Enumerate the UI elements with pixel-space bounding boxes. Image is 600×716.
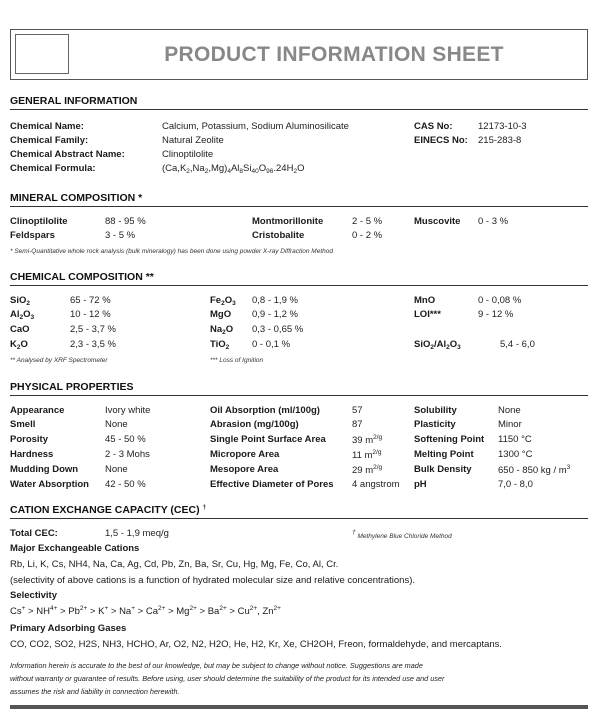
feldspars-value: 3 - 5 %: [105, 230, 136, 241]
divider: [10, 109, 588, 110]
cas-value: 12173-10-3: [478, 121, 527, 132]
abrasion-label: Abrasion (mg/100g): [210, 419, 299, 430]
selectivity-label: Selectivity: [10, 590, 57, 601]
softening-point-label: Softening Point: [414, 434, 485, 445]
chemical-abstract-value: Clinoptilolite: [162, 149, 214, 160]
si-al-ratio-label: $SiO_2/Al_2O_3$: [414, 339, 461, 351]
total-cec-value: 1,5 - 1,9 meq/g: [105, 528, 169, 539]
tio2-label: TiO$_2$: [210, 339, 230, 351]
ph-value: 7,0 - 8,0: [498, 479, 533, 490]
chemical-name-value: Calcium, Potassium, Sodium Aluminosilicate: [162, 121, 349, 132]
water-absorption-label: Water Absorption: [10, 479, 89, 490]
k2o-value: 2,3 - 3,5 %: [70, 339, 116, 350]
major-cations-label: Major Exchangeable Cations: [10, 543, 140, 554]
chemical-formula-label: Chemical Formula:: [10, 163, 96, 174]
mineral-section-title: MINERAL COMPOSITION *: [10, 192, 143, 204]
al2o3-value: 10 - 12 %: [70, 309, 111, 320]
al2o3-label: $Al_2O_3$: [10, 309, 35, 321]
chemical-name-label: Chemical Name:: [10, 121, 84, 132]
clinoptilolite-value: 88 - 95 %: [105, 216, 146, 227]
logo-placeholder: [15, 34, 69, 74]
solubility-value: None: [498, 405, 521, 416]
ph-label: pH: [414, 479, 427, 490]
pore-diameter-label: Effective Diameter of Pores: [210, 479, 334, 490]
mno-value: 0 - 0,08 %: [478, 295, 522, 306]
porosity-value: 45 - 50 %: [105, 434, 146, 445]
clinoptilolite-label: Clinoptilolite: [10, 216, 68, 227]
chemical-family-label: Chemical Family:: [10, 135, 89, 146]
porosity-label: Porosity: [10, 434, 49, 445]
footer-bar: [10, 705, 588, 709]
softening-point-value: 1150 °C: [498, 434, 532, 445]
smell-value: None: [105, 419, 128, 430]
hardness-value: 2 - 3 Mohs: [105, 449, 150, 460]
mesopore-value: 29 $m^{2/g}$: [352, 464, 383, 476]
solubility-label: Solubility: [414, 405, 457, 416]
disclaimer: [10, 659, 590, 698]
mesopore-label: Mesopore Area: [210, 464, 279, 475]
melting-point-value: 1300 °C: [498, 449, 533, 460]
plasticity-label: Plasticity: [414, 419, 456, 430]
muscovite-value: 0 - 3 %: [478, 216, 509, 227]
mgo-label: MgO: [210, 309, 232, 320]
total-cec-label: Total CEC:: [10, 528, 58, 539]
feldspars-label: Feldspars: [10, 230, 55, 241]
cao-label: CaO: [10, 324, 30, 335]
general-section-title: GENERAL INFORMATION: [10, 95, 138, 107]
divider: [10, 285, 588, 286]
micropore-value: 11 $m^{2/g}$: [352, 449, 382, 461]
hardness-label: Hardness: [10, 449, 54, 460]
xrf-footnote: ** Analysed by XRF Spectrometer: [10, 357, 108, 364]
montmorillonite-value: 2 - 5 %: [352, 216, 383, 227]
mno-label: MnO: [414, 295, 436, 306]
muscovite-label: Muscovite: [414, 216, 461, 227]
appearance-label: Appearance: [10, 405, 65, 416]
mudding-label: Mudding Down: [10, 464, 79, 475]
na2o-label: $Na_2O$: [210, 324, 234, 336]
mgo-value: 0,9 - 1,2 %: [252, 309, 298, 320]
cao-value: 2,5 - 3,7 %: [70, 324, 116, 335]
montmorillonite-label: Montmorillonite: [252, 216, 324, 227]
physical-section-title: PHYSICAL PROPERTIES: [10, 381, 134, 393]
method-footnote: † Methylene Blue Chloride Method: [352, 529, 452, 540]
oil-absorption-label: Oil Absorption (ml/100g): [210, 405, 320, 416]
plasticity-value: Minor: [498, 419, 522, 430]
smell-label: Smell: [10, 419, 36, 430]
header-box: [10, 29, 588, 80]
pore-diameter-value: 4 angstrom: [352, 479, 400, 490]
einecs-label: EINECS No:: [414, 135, 468, 146]
mudding-value: None: [105, 464, 128, 475]
si-al-ratio-value: 5,4 - 6,0: [500, 339, 535, 350]
einecs-value: 215-283-8: [478, 135, 522, 146]
gases-label: Primary Adsorbing Gases: [10, 623, 127, 634]
bulk-density-label: Bulk Density: [414, 464, 472, 475]
water-absorption-value: 42 - 50 %: [105, 479, 146, 490]
bulk-density-value: 650 - 850 kg / $m^3$: [498, 464, 571, 476]
loi-label: LOI***: [414, 309, 441, 320]
k2o-label: $K_2O$: [10, 339, 28, 351]
sio2-value: 65 - 72 %: [70, 295, 111, 306]
selectivity-note: (selectivity of above cations is a function of hydrated molecular size and relative concentrations).: [10, 575, 416, 586]
appearance-value: Ivory white: [105, 405, 151, 416]
surface-area-label: Single Point Surface Area: [210, 434, 326, 445]
mineral-footnote: * Semi-Quantitative whole rock analysis (bulk mineralogy) has been done using powder X-ray Diffraction Method: [10, 248, 333, 255]
divider: [10, 395, 588, 396]
cristobalite-value: 0 - 2 %: [352, 230, 383, 241]
cations-list: Rb, Li, K, Cs, NH4, Na, Ca, Ag, Cd, Pb, Zn, Ba, Sr, Cu, Hg, Mg, Fe, Co, Al, Cr.: [10, 559, 339, 570]
surface-area-value: 39 $m^{2/g}$: [352, 434, 383, 446]
tio2-value: 0 - 0,1 %: [252, 339, 291, 350]
cristobalite-label: Cristobalite: [252, 230, 305, 241]
abrasion-value: 87: [352, 419, 363, 430]
disclaimer-line: without warranty or guarantee of results. Before using, user should determine the suitability of the product for its intended use and user: [10, 674, 445, 683]
loi-value: 9 - 12 %: [478, 309, 514, 320]
cec-section-title: CATION EXCHANGE CAPACITY (CEC) †: [10, 504, 207, 516]
oil-absorption-value: 57: [352, 405, 363, 416]
gases-list: CO, CO2, SO2, H2S, NH3, HCHO, Ar, O2, N2, H2O, He, H2, Kr, Xe, CH2OH, Freon, formaldehyde, and mercaptans.: [10, 639, 503, 650]
fe2o3-value: 0,8 - 1,9 %: [252, 295, 298, 306]
sio2-label: SiO$_2$: [10, 295, 30, 307]
na2o-value: 0,3 - 0,65 %: [252, 324, 304, 335]
cas-label: CAS No:: [414, 121, 453, 132]
chemical-family-value: Natural Zeolite: [162, 135, 224, 146]
chemical-section-title: CHEMICAL COMPOSITION **: [10, 271, 154, 283]
micropore-label: Micropore Area: [210, 449, 280, 460]
chemical-abstract-label: Chemical Abstract Name:: [10, 149, 125, 160]
divider: [10, 206, 588, 207]
melting-point-label: Melting Point: [414, 449, 474, 460]
divider: [10, 518, 588, 519]
disclaimer-line: assumes the risk and liability in connection herewith.: [10, 687, 180, 696]
fe2o3-label: $Fe_2O_3$: [210, 295, 236, 307]
page-title: PRODUCT INFORMATION SHEET: [164, 43, 504, 66]
disclaimer-line: Information herein is accurate to the best of our knowledge, but may be subject to change without notice. Suggestions are made: [10, 661, 423, 670]
chemical-formula-value: $(Ca,K_2,Na_2,Mg)_4Al_8Si_{40}O_{96}.24H_2O$: [162, 163, 305, 175]
selectivity-series: $Cs^+ > NH^{4+} > Pb^{2+} > K^+ > Na^+ > Ca^{2+} > Mg^{2+} > Ba^{2+} > Cu^{2+}$, $Zn^{2+}$: [10, 605, 281, 617]
loi-footnote: *** Loss of Ignition: [210, 357, 264, 364]
